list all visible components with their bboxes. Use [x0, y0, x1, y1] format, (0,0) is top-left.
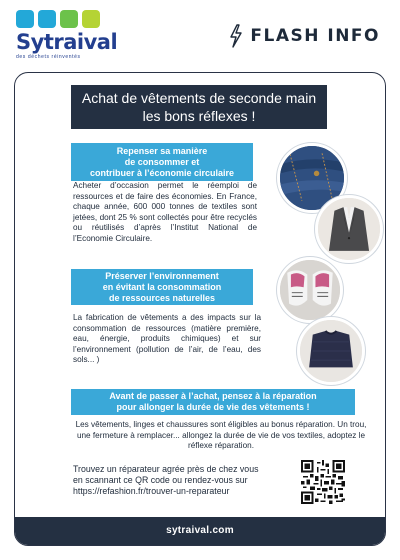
- logo-square-1: [16, 10, 34, 28]
- section2-heading-line3: de ressources naturelles: [108, 293, 216, 303]
- logo-squares: [16, 10, 116, 28]
- logo-tagline: des déchets réinventés: [16, 54, 81, 60]
- logo-square-2: [38, 10, 56, 28]
- sweater-illustration: [300, 320, 362, 382]
- section1-heading-line3: contribuer à l’économie circulaire: [89, 168, 235, 178]
- section2-heading-line1: Préserver l’environnement: [105, 271, 219, 281]
- sneakers-photo: [277, 257, 343, 323]
- section2-heading: [71, 269, 253, 305]
- sweater-photo: [297, 317, 365, 385]
- page-title-line1: Achat de vêtements de seconde main: [81, 90, 317, 106]
- logo-square-4: [82, 10, 100, 28]
- qr-code-icon[interactable]: [301, 460, 345, 504]
- footer-website[interactable]: sytraival.com: [15, 517, 385, 545]
- section2-heading-line2: en évitant la consommation: [102, 282, 222, 292]
- lightning-icon: [228, 24, 244, 48]
- repair-cta-line2: en scannant ce QR code ou rendez-vous sur: [73, 475, 248, 485]
- section1-heading: [71, 143, 253, 181]
- sytraival-logo: [16, 10, 116, 60]
- section3-heading-line1: Avant de passer à l’achat, pensez à la réparation: [109, 391, 317, 401]
- repair-cta-line1: Trouvez un réparateur agrée près de chez vous: [73, 464, 259, 474]
- flash-info-title: FLASH INFO: [250, 26, 380, 46]
- repair-link[interactable]: https://refashion.fr/trouver-un-reparateur: [73, 486, 230, 496]
- section1-heading-line2: de consommer et: [124, 157, 200, 167]
- repair-cta: [73, 464, 293, 497]
- logo-square-3: [60, 10, 78, 28]
- page-title-line2: les bons réflexes !: [142, 108, 256, 124]
- blazer-illustration: [318, 198, 380, 260]
- section2-text: La fabrication de vêtements a des impacts sur la consommation de ressources (matière première, eau, énergie, produits chimiques) et sur l’environnement (pollution de l’air, de l’eau, des sols... ): [73, 313, 261, 364]
- section1-text: Acheter d’occasion permet le réemploi de ressources et de faire des économies. En France, chaque année, 600 000 tonnes de textiles sont jetées, dont 25 % sont collectés pour être recyclés ou réutilisés d’après l’Institut National de l’Economie Circulaire.: [73, 181, 257, 243]
- page-title: [71, 85, 327, 129]
- sneakers-illustration: [280, 260, 340, 320]
- section3-text: Les vêtements, linges et chaussures sont éligibles au bonus réparation. Un trou, une fermeture à remplacer... allongez la durée de vie de vos textiles, adoptez le réflexe réparation.: [75, 420, 367, 450]
- section1-heading-line1: Repenser sa manière: [116, 146, 208, 156]
- section3-heading: [71, 389, 355, 415]
- blazer-photo: [315, 195, 383, 263]
- content-frame: [14, 72, 386, 546]
- section3-heading-line2: pour allonger la durée de vie des vêtements !: [116, 402, 310, 412]
- flash-info-header: [228, 24, 380, 48]
- logo-name: Sytraival: [16, 30, 118, 54]
